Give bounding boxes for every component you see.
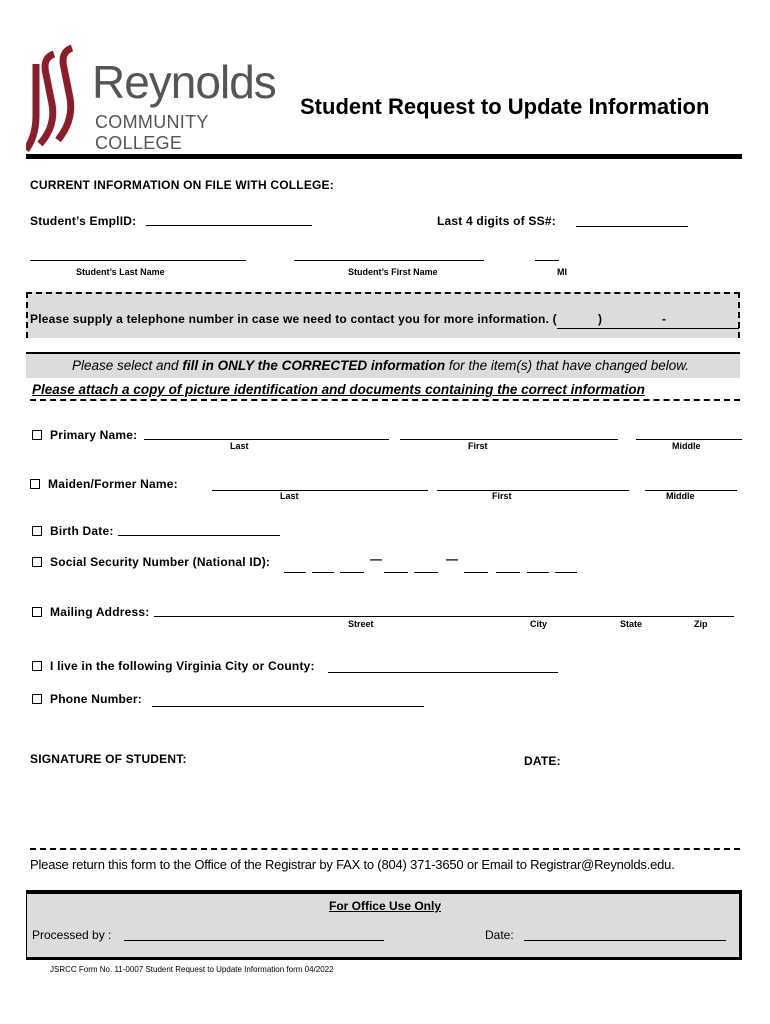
phone-number-field[interactable] [152, 706, 424, 707]
ssn-separator-2: — [446, 552, 459, 566]
brand-subtitle: COMMUNITY COLLEGE [95, 112, 209, 153]
maiden-middle-caption: Middle [666, 491, 695, 501]
checkbox-icon[interactable] [32, 607, 42, 617]
logo-mark-icon [26, 44, 86, 154]
mailing-address-field[interactable] [154, 616, 734, 617]
birth-date-option[interactable] [32, 524, 114, 538]
phone-paren-close: ) [598, 312, 603, 326]
zip-caption: Zip [694, 619, 708, 629]
birth-date-label: Birth Date: [50, 524, 114, 538]
phone-number-label: Phone Number: [50, 692, 142, 706]
instructions-post: for the item(s) that have changed below. [445, 358, 689, 373]
instructions-line1 [72, 358, 689, 373]
primary-last-caption: Last [230, 441, 249, 451]
office-date-label: Date: [485, 928, 514, 942]
first-name-field[interactable] [294, 260, 484, 261]
processed-by-label: Processed by : [32, 928, 112, 942]
maiden-name-option[interactable] [30, 477, 178, 491]
checkbox-icon[interactable] [32, 694, 42, 704]
phone-contact-field[interactable] [557, 328, 739, 329]
checkbox-icon[interactable] [32, 557, 42, 567]
instructions-bold: fill in ONLY the CORRECTED information [182, 358, 446, 373]
ssn-digit-2[interactable] [312, 572, 334, 573]
mailing-address-option[interactable] [32, 605, 149, 619]
emplid-field[interactable] [146, 225, 312, 226]
primary-middle-field[interactable] [636, 439, 742, 440]
street-caption: Street [348, 619, 374, 629]
ssn-digit-3[interactable] [340, 572, 364, 573]
maiden-name-label: Maiden/Former Name: [48, 477, 178, 491]
ssn-digit-1[interactable] [284, 572, 306, 573]
office-use-title: For Office Use Only [328, 899, 442, 913]
ssn-digit-5[interactable] [414, 572, 438, 573]
ssn-label: Social Security Number (National ID): [50, 555, 271, 569]
last-name-field[interactable] [30, 260, 246, 261]
ss-field[interactable] [576, 226, 688, 227]
maiden-last-caption: Last [280, 491, 299, 501]
form-footer: JSRCC Form No. 11-0007 Student Request to Update Information form 04/2022 [50, 965, 334, 974]
instructions-divider [30, 399, 740, 401]
phone-number-option[interactable] [32, 692, 142, 706]
ssn-separator-1: — [370, 552, 383, 566]
instructions-line2: Please attach a copy of picture identification and documents containing the correct information [32, 382, 645, 397]
current-info-heading: CURRENT INFORMATION ON FILE WITH COLLEGE: [30, 178, 334, 192]
primary-name-label: Primary Name: [50, 428, 138, 442]
city-caption: City [530, 619, 548, 629]
phone-contact-prompt: Please supply a telephone number in case we need to contact you for more information. ( [30, 312, 557, 326]
county-label: I live in the following Virginia City or County: [50, 659, 315, 673]
maiden-first-field[interactable] [437, 490, 629, 491]
college-logo [26, 44, 276, 154]
signature-date-label: DATE: [524, 754, 561, 768]
ssn-option[interactable] [32, 555, 270, 569]
county-option[interactable] [32, 659, 315, 673]
office-date-field[interactable] [524, 940, 726, 941]
instructions-pre: Please select and [72, 358, 183, 373]
primary-first-field[interactable] [400, 439, 618, 440]
last-name-caption: Student’s Last Name [76, 267, 165, 277]
primary-last-field[interactable] [144, 439, 389, 440]
maiden-first-caption: First [492, 491, 512, 501]
maiden-last-field[interactable] [212, 490, 428, 491]
primary-first-caption: First [468, 441, 488, 451]
ssn-digit-9[interactable] [555, 572, 577, 573]
ssn-digit-4[interactable] [384, 572, 408, 573]
primary-middle-caption: Middle [672, 441, 701, 451]
mailing-address-label: Mailing Address: [50, 605, 150, 619]
ssn-digit-7[interactable] [496, 572, 520, 573]
mi-field[interactable] [535, 260, 559, 261]
page-title: Student Request to Update Information [300, 94, 710, 119]
checkbox-icon[interactable] [32, 661, 42, 671]
processed-by-field[interactable] [124, 940, 384, 941]
checkbox-icon[interactable] [30, 479, 40, 489]
brand-name: Reynolds [92, 56, 276, 108]
signature-label: SIGNATURE OF STUDENT: [30, 752, 187, 766]
checkbox-icon[interactable] [32, 526, 42, 536]
return-note: Please return this form to the Office of the Registrar by FAX to (804) 371-3650 or Email to Registrar@Reynolds.edu. [30, 857, 675, 872]
phone-dash: - [662, 312, 667, 326]
ss-label: Last 4 digits of SS#: [437, 214, 556, 228]
ssn-digit-6[interactable] [464, 572, 488, 573]
ssn-digit-8[interactable] [527, 572, 549, 573]
return-divider [30, 848, 740, 850]
header-divider [26, 154, 742, 159]
emplid-label: Student’s EmplID: [30, 214, 137, 228]
checkbox-icon[interactable] [32, 430, 42, 440]
primary-name-option[interactable] [32, 428, 137, 442]
state-caption: State [620, 619, 643, 629]
birth-date-field[interactable] [118, 535, 280, 536]
mi-caption: MI [557, 267, 567, 277]
first-name-caption: Student’s First Name [348, 267, 438, 277]
county-field[interactable] [328, 672, 558, 673]
